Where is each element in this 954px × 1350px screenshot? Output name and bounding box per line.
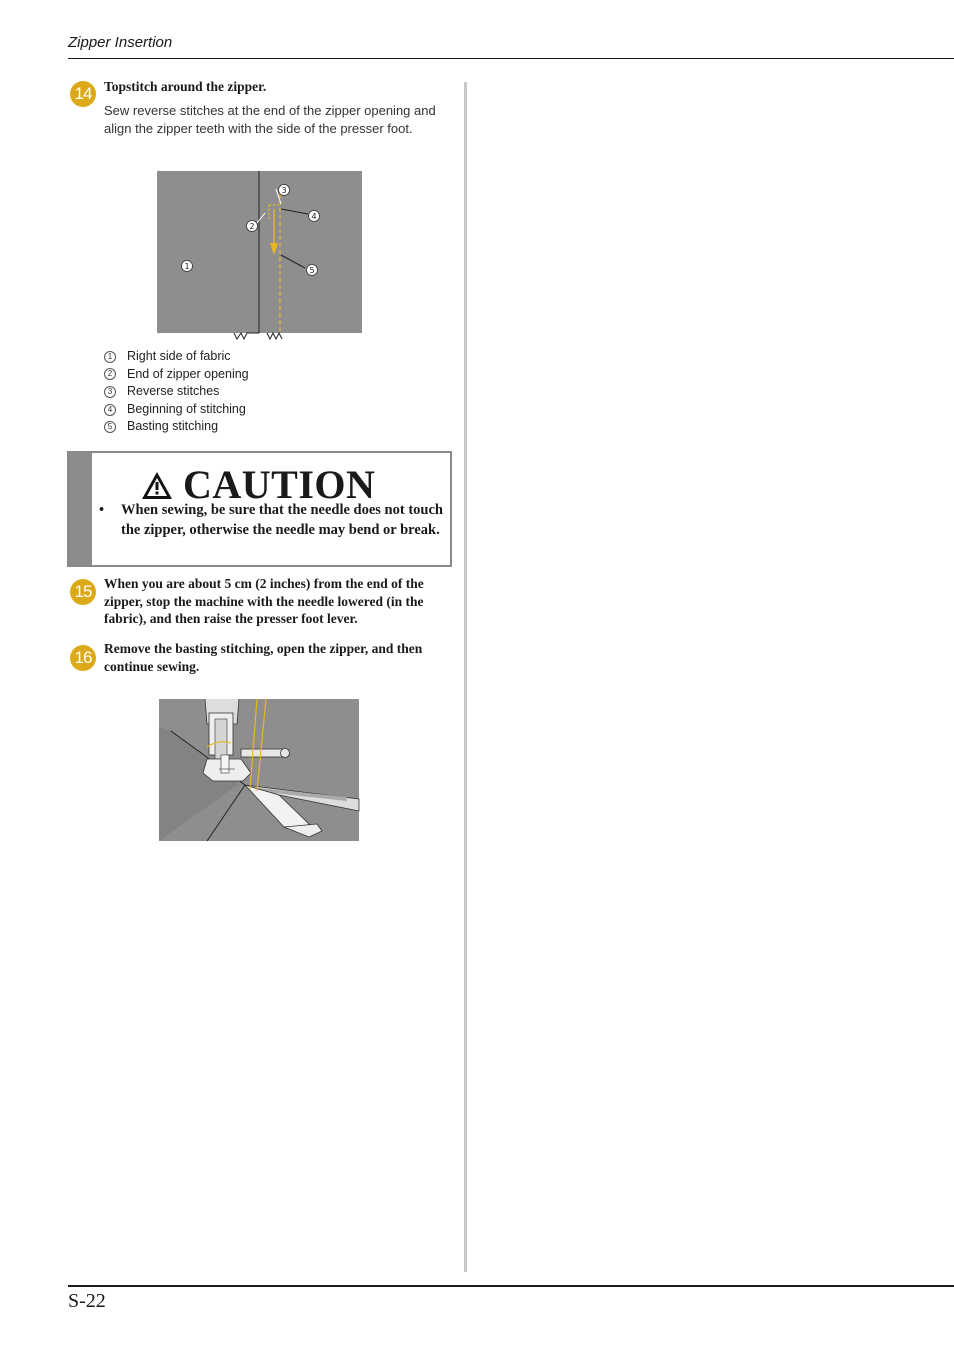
step-14-body: Sew reverse stitches at the end of the zipper opening and align the zipper teeth with the side of the presser foot. xyxy=(104,103,436,136)
zipper-topstitch-figure xyxy=(157,171,363,343)
step-15-title: When you are about 5 cm (2 inches) from the end of the zipper, stop the machine with the needle lowered (in the fabric), and then raise the presser foot lever. xyxy=(104,576,424,626)
step-14-title: Topstitch around the zipper. xyxy=(104,79,267,94)
callout-3 xyxy=(279,185,290,196)
page-number: S-22 xyxy=(68,1290,106,1312)
caution-title: CAUTION xyxy=(141,463,375,507)
caution-side-bar xyxy=(69,453,92,565)
legend-item: 4 Beginning of stitching xyxy=(104,401,249,419)
step-14-badge: 14 xyxy=(70,81,96,107)
figure-legend xyxy=(104,348,249,436)
header-rule xyxy=(68,58,954,59)
step-16-badge: 16 xyxy=(70,645,96,671)
section-header: Zipper Insertion xyxy=(68,34,173,51)
caution-item: • When sewing, be sure that the needle does not touch the zipper, otherwise the needle may bend or break. xyxy=(99,502,443,538)
step-16-title: Remove the basting stitching, open the zipper, and then continue sewing. xyxy=(104,641,423,674)
legend-item: 2 End of zipper opening xyxy=(104,366,249,384)
continue-sewing-figure xyxy=(159,699,361,843)
legend-item: 5 Basting stitching xyxy=(104,418,249,436)
warning-triangle-icon xyxy=(141,471,173,500)
callout-1 xyxy=(182,261,193,272)
legend-item: 3 Reverse stitches xyxy=(104,383,249,401)
svg-text:3: 3 xyxy=(281,186,287,195)
callout-2 xyxy=(247,221,258,232)
svg-text:1: 1 xyxy=(184,262,190,271)
footer-rule xyxy=(68,1285,954,1287)
column-divider xyxy=(464,82,467,1272)
callout-5 xyxy=(307,265,318,276)
svg-text:2: 2 xyxy=(249,222,255,231)
svg-text:5: 5 xyxy=(309,266,315,275)
step-15-badge: 15 xyxy=(70,579,96,605)
callout-4 xyxy=(309,211,320,222)
svg-text:4: 4 xyxy=(311,212,317,221)
legend-item: 1 Right side of fabric xyxy=(104,348,249,366)
caution-box xyxy=(67,451,452,567)
